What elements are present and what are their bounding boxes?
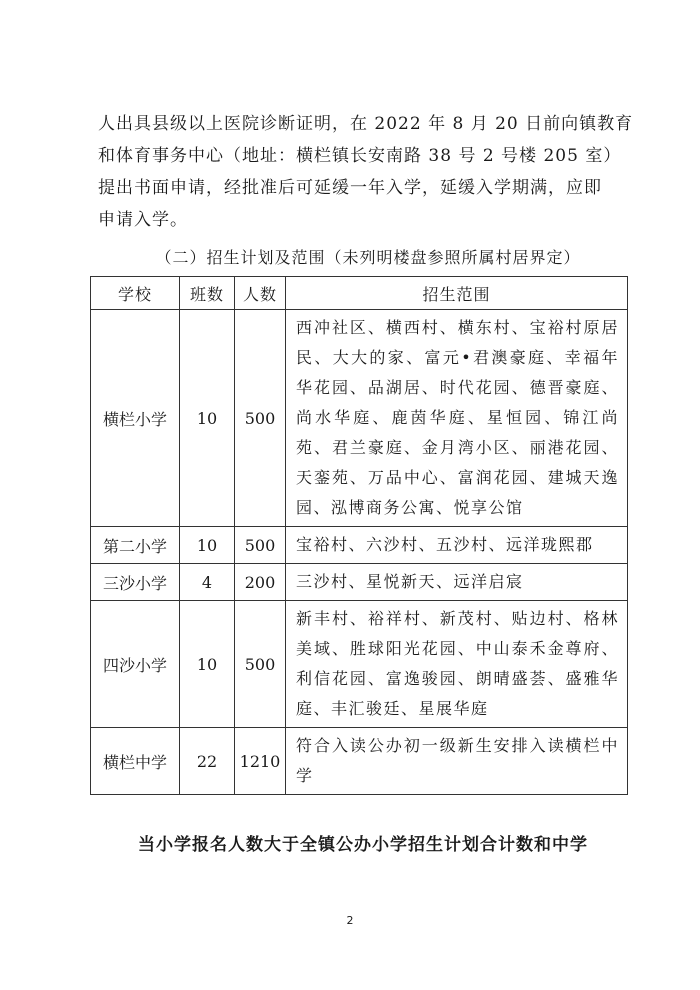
intro-line: 和体育事务中心（地址：横栏镇长安南路 38 号 2 号楼 205 室）: [98, 146, 622, 166]
header-classes: 班数: [180, 277, 235, 310]
cell-people: 200: [235, 564, 286, 601]
header-range: 招生范围: [286, 277, 628, 310]
table-row: [91, 601, 628, 728]
cell-school: 三沙小学: [91, 564, 180, 601]
cell-school: 横栏中学: [91, 728, 180, 795]
cell-classes: 10: [180, 310, 235, 527]
cell-people: 500: [235, 527, 286, 564]
cell-people: 500: [235, 310, 286, 527]
cell-classes: 22: [180, 728, 235, 795]
enrollment-table: [90, 276, 628, 795]
intro-paragraph: [98, 108, 638, 236]
table-row: [91, 310, 628, 527]
cell-people: 1210: [235, 728, 286, 795]
table-row: [91, 728, 628, 795]
cell-school: 第二小学: [91, 527, 180, 564]
cell-people: 500: [235, 601, 286, 728]
table-row: [91, 564, 628, 601]
cell-school: 横栏小学: [91, 310, 180, 527]
cell-classes: 4: [180, 564, 235, 601]
cell-range: 西冲社区、横西村、横东村、宝裕村原居民、大大的家、富元•君澳豪庭、幸福年华花园、品湖居、时代花园、德晋豪庭、尚水华庭、鹿茵华庭、星恒园、锦江尚苑、君兰豪庭、金月湾小区、丽港花园、天銮苑、万品中心、富润花园、建城天逸园、泓博商务公寓、悦享公馆: [286, 310, 628, 527]
cell-school: 四沙小学: [91, 601, 180, 728]
intro-line: 提出书面申请，经批准后可延缓一年入学，延缓入学期满，应即: [98, 178, 602, 198]
header-people: 人数: [235, 277, 286, 310]
bold-paragraph-start: 当小学报名人数大于全镇公办小学招生计划合计数和中学: [138, 835, 588, 855]
cell-classes: 10: [180, 601, 235, 728]
table-row: [91, 527, 628, 564]
cell-range: 新丰村、裕祥村、新茂村、贴边村、格林美域、胜球阳光花园、中山泰禾金尊府、利信花园、富逸骏园、朗晴盛荟、盛雅华庭、丰汇骏廷、星展华庭: [286, 601, 628, 728]
table-header-row: [91, 277, 628, 310]
section-title: （二）招生计划及范围（未列明楼盘参照所属村居界定）: [155, 248, 581, 267]
cell-classes: 10: [180, 527, 235, 564]
cell-range: 符合入读公办初一级新生安排入读横栏中学: [286, 728, 628, 795]
cell-range: 宝裕村、六沙村、五沙村、远洋珑熙郡: [286, 527, 628, 564]
intro-line: 申请入学。: [98, 210, 188, 230]
page-number: 2: [346, 914, 354, 927]
intro-line: 人出具县级以上医院诊断证明，在 2022 年 8 月 20 日前向镇教育: [98, 114, 634, 134]
cell-range: 三沙村、星悦新天、远洋启宸: [286, 564, 628, 601]
header-school: 学校: [91, 277, 180, 310]
